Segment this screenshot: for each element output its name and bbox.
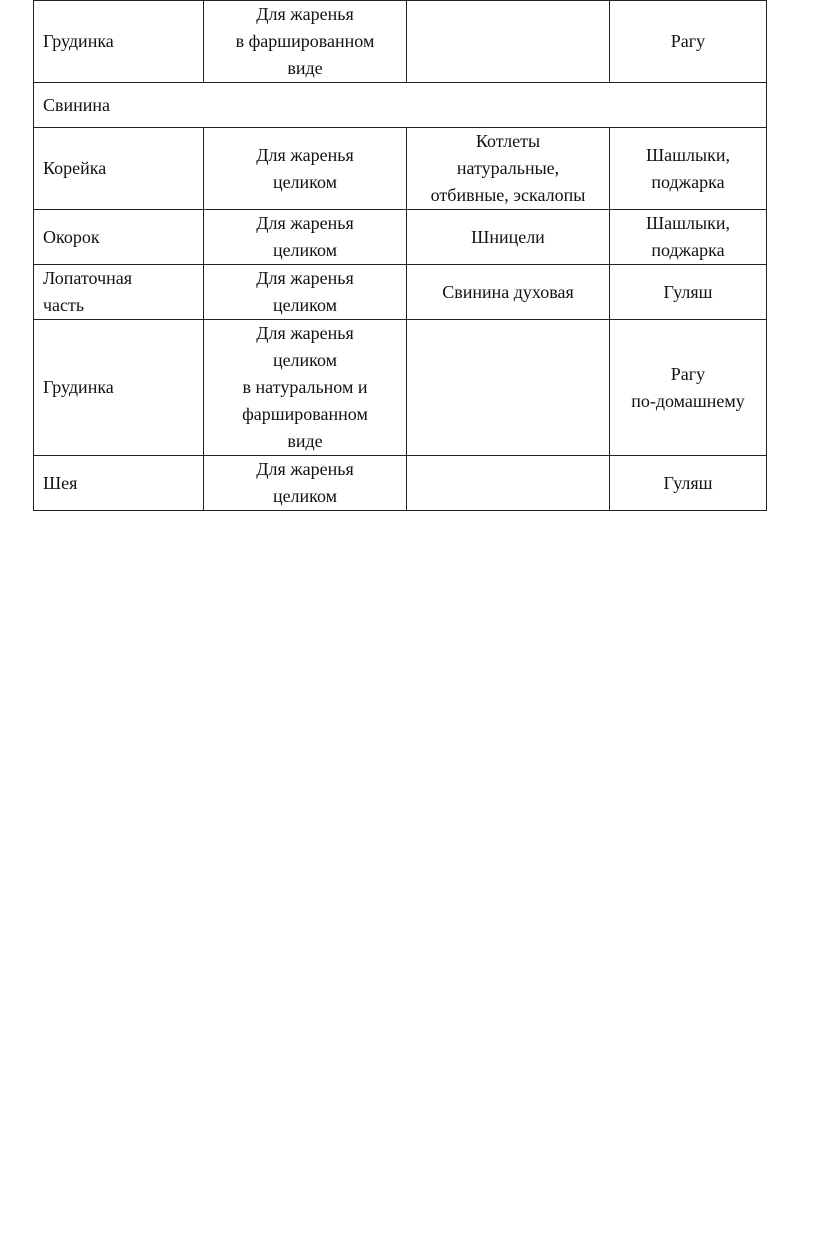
portion-use-cell: Котлеты натуральные, отбивные, эскалопы bbox=[407, 128, 610, 210]
whole-piece-use-cell: Для жаренья целиком bbox=[204, 265, 407, 320]
cut-name-cell: Грудинка bbox=[34, 320, 204, 456]
small-piece-use-cell: Шашлыки, поджарка bbox=[610, 128, 767, 210]
whole-piece-use-cell: Для жаренья целиком bbox=[204, 128, 407, 210]
cut-name-cell: Лопаточная часть bbox=[34, 265, 204, 320]
section-row bbox=[34, 83, 767, 128]
meat-cuts-table bbox=[33, 0, 767, 511]
portion-use-cell: Шницели bbox=[407, 210, 610, 265]
whole-piece-use-cell: Для жаренья целиком bbox=[204, 456, 407, 511]
table-row bbox=[34, 265, 767, 320]
whole-piece-use-cell: Для жаренья в фаршированном виде bbox=[204, 1, 407, 83]
small-piece-use-cell: Рагу по-домашнему bbox=[610, 320, 767, 456]
cut-name-cell: Грудинка bbox=[34, 1, 204, 83]
table-row bbox=[34, 456, 767, 511]
section-header-pork: Свинина bbox=[34, 83, 767, 128]
portion-use-cell bbox=[407, 320, 610, 456]
cut-name-cell: Окорок bbox=[34, 210, 204, 265]
table-row bbox=[34, 1, 767, 83]
small-piece-use-cell: Гуляш bbox=[610, 456, 767, 511]
table-row bbox=[34, 128, 767, 210]
small-piece-use-cell: Гуляш bbox=[610, 265, 767, 320]
whole-piece-use-cell: Для жаренья целиком в натуральном и фаршированном виде bbox=[204, 320, 407, 456]
small-piece-use-cell: Шашлыки, поджарка bbox=[610, 210, 767, 265]
cut-name-cell: Шея bbox=[34, 456, 204, 511]
cut-name-cell: Корейка bbox=[34, 128, 204, 210]
portion-use-cell bbox=[407, 1, 610, 83]
table-row bbox=[34, 320, 767, 456]
table-row bbox=[34, 210, 767, 265]
small-piece-use-cell: Рагу bbox=[610, 1, 767, 83]
portion-use-cell bbox=[407, 456, 610, 511]
portion-use-cell: Свинина духовая bbox=[407, 265, 610, 320]
whole-piece-use-cell: Для жаренья целиком bbox=[204, 210, 407, 265]
